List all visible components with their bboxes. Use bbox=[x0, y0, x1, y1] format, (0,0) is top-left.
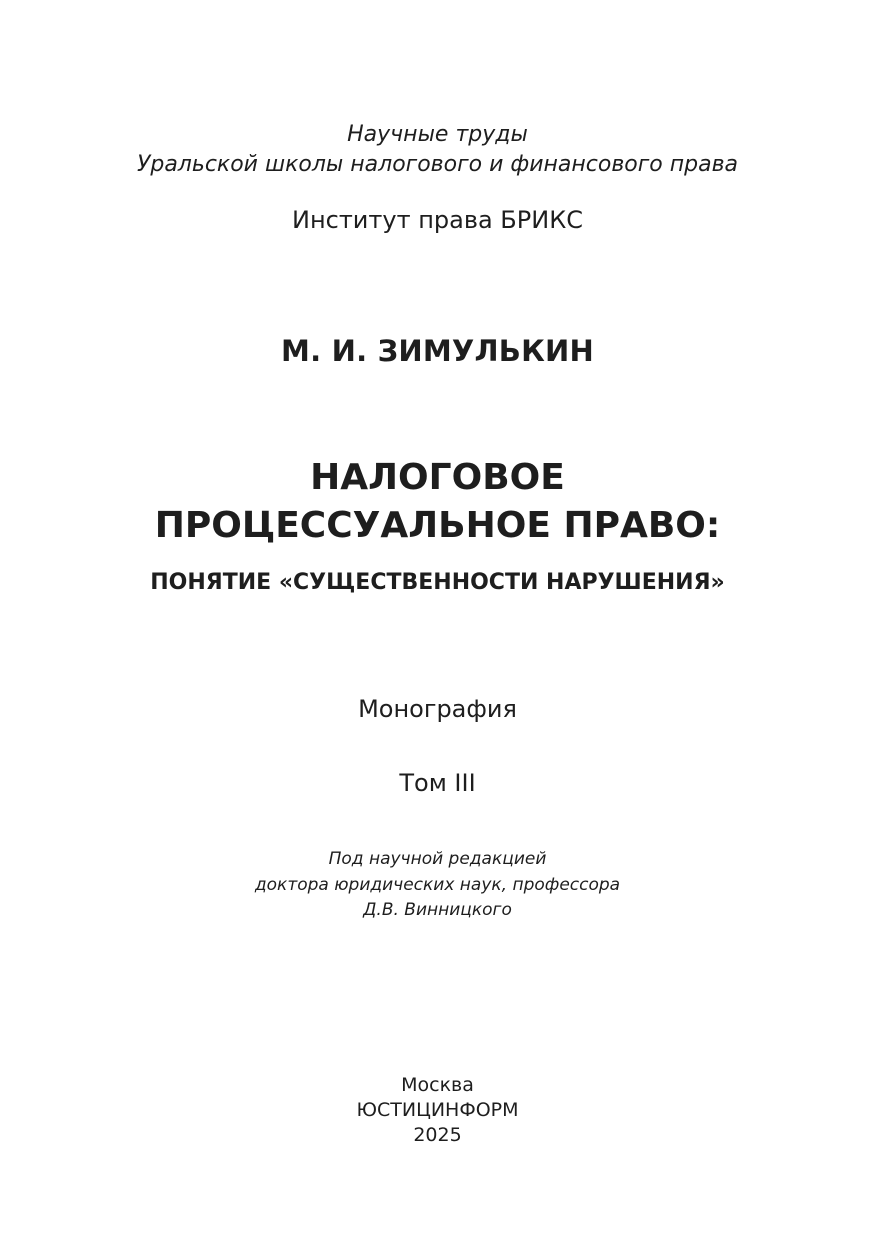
book-subtitle: ПОНЯТИЕ «СУЩЕСТВЕННОСТИ НАРУШЕНИЯ» bbox=[150, 570, 725, 595]
institute-name: Институт права БРИКС bbox=[291, 206, 583, 234]
genre-label: Монография bbox=[358, 695, 517, 723]
editor-line-1: Под научной редакцией bbox=[328, 849, 547, 869]
series-title-line-1: Научные труды bbox=[347, 122, 528, 147]
imprint-publisher: ЮСТИЦИНФОРМ bbox=[356, 1099, 519, 1121]
book-title-line-1: НАЛОГОВОЕ bbox=[310, 457, 565, 498]
book-title-line-2: ПРОЦЕССУАЛЬНОЕ ПРАВО: bbox=[154, 505, 721, 546]
imprint-city: Москва bbox=[401, 1074, 474, 1096]
editor-line-3: Д.В. Винницкого bbox=[363, 900, 512, 920]
imprint-year: 2025 bbox=[413, 1124, 462, 1146]
author-name: М. И. ЗИМУЛЬКИН bbox=[281, 334, 594, 368]
editor-line-2: доктора юридических наук, профессора bbox=[254, 875, 621, 895]
series-title-line-2: Уральской школы налогового и финансового права bbox=[136, 152, 739, 177]
volume-label: Том III bbox=[399, 769, 476, 797]
